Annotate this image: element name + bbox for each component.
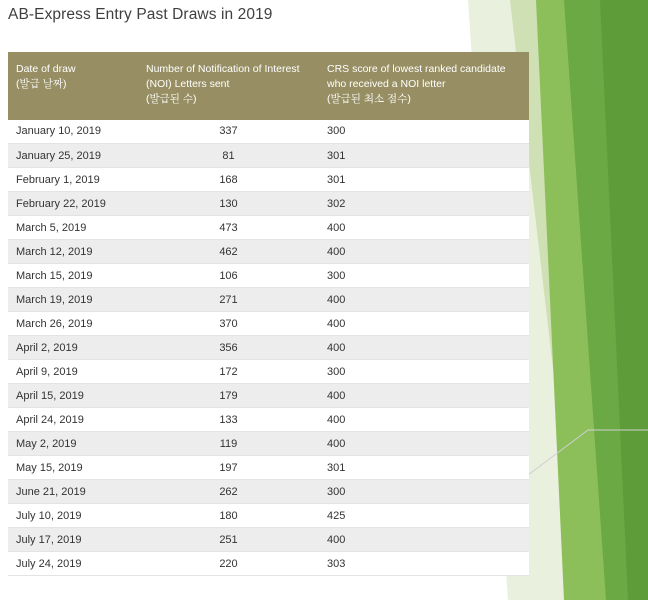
cell-date-of-draw: May 2, 2019	[8, 432, 138, 456]
cell-date-of-draw: March 5, 2019	[8, 216, 138, 240]
cell-date-of-draw: January 10, 2019	[8, 120, 138, 144]
cell-noi-letters-sent: 133	[138, 408, 319, 432]
column-header-crs-score	[319, 52, 529, 120]
cell-date-of-draw: March 15, 2019	[8, 264, 138, 288]
cell-crs-score: 300	[319, 120, 529, 144]
cell-date-of-draw: February 22, 2019	[8, 192, 138, 216]
cell-date-of-draw: March 26, 2019	[8, 312, 138, 336]
cell-date-of-draw: February 1, 2019	[8, 168, 138, 192]
table-row	[8, 408, 529, 432]
cell-noi-letters-sent: 179	[138, 384, 319, 408]
table-row	[8, 120, 529, 144]
cell-date-of-draw: June 21, 2019	[8, 480, 138, 504]
cell-noi-letters-sent: 106	[138, 264, 319, 288]
table-row	[8, 144, 529, 168]
cell-crs-score: 400	[319, 312, 529, 336]
cell-noi-letters-sent: 271	[138, 288, 319, 312]
table-row	[8, 264, 529, 288]
cell-noi-letters-sent: 262	[138, 480, 319, 504]
cell-noi-letters-sent: 473	[138, 216, 319, 240]
cell-date-of-draw: April 9, 2019	[8, 360, 138, 384]
cell-noi-letters-sent: 220	[138, 552, 319, 576]
page-title: AB-Express Entry Past Draws in 2019	[8, 6, 273, 23]
table-row	[8, 288, 529, 312]
cell-crs-score: 302	[319, 192, 529, 216]
cell-date-of-draw: April 15, 2019	[8, 384, 138, 408]
cell-date-of-draw: July 17, 2019	[8, 528, 138, 552]
table-row	[8, 216, 529, 240]
table-row	[8, 384, 529, 408]
table-row	[8, 456, 529, 480]
table-row	[8, 312, 529, 336]
cell-crs-score: 425	[319, 504, 529, 528]
cell-crs-score: 300	[319, 264, 529, 288]
cell-crs-score: 303	[319, 552, 529, 576]
cell-crs-score: 400	[319, 288, 529, 312]
cell-noi-letters-sent: 251	[138, 528, 319, 552]
table-row	[8, 168, 529, 192]
column-header-date-of-draw	[8, 52, 138, 120]
cell-date-of-draw: July 24, 2019	[8, 552, 138, 576]
cell-crs-score: 400	[319, 240, 529, 264]
cell-noi-letters-sent: 370	[138, 312, 319, 336]
table-row	[8, 552, 529, 576]
cell-crs-score: 301	[319, 144, 529, 168]
column-header-noi-letters-sent	[138, 52, 319, 120]
table-row	[8, 192, 529, 216]
column-header-noi-letters-sent-line1: Number of Notification of Interest (NOI) Letters sent	[146, 63, 300, 91]
cell-crs-score: 300	[319, 480, 529, 504]
column-header-crs-score-line2: (발급된 최소 점수)	[327, 93, 411, 106]
cell-noi-letters-sent: 81	[138, 144, 319, 168]
cell-date-of-draw: March 12, 2019	[8, 240, 138, 264]
cell-date-of-draw: January 25, 2019	[8, 144, 138, 168]
column-header-date-of-draw-line1: Date of draw	[16, 63, 76, 75]
table-header-row	[8, 52, 529, 120]
cell-crs-score: 400	[319, 408, 529, 432]
cell-date-of-draw: April 24, 2019	[8, 408, 138, 432]
column-header-date-of-draw-line2: (발급 날짜)	[16, 78, 67, 91]
table-row	[8, 528, 529, 552]
cell-crs-score: 400	[319, 384, 529, 408]
table-row	[8, 480, 529, 504]
cell-date-of-draw: April 2, 2019	[8, 336, 138, 360]
cell-crs-score: 400	[319, 432, 529, 456]
cell-noi-letters-sent: 356	[138, 336, 319, 360]
cell-date-of-draw: May 15, 2019	[8, 456, 138, 480]
cell-noi-letters-sent: 337	[138, 120, 319, 144]
past-draws-table	[8, 52, 529, 576]
cell-crs-score: 301	[319, 456, 529, 480]
table-row	[8, 432, 529, 456]
cell-noi-letters-sent: 119	[138, 432, 319, 456]
cell-noi-letters-sent: 462	[138, 240, 319, 264]
table-row	[8, 504, 529, 528]
table-row	[8, 240, 529, 264]
table-row	[8, 336, 529, 360]
cell-noi-letters-sent: 168	[138, 168, 319, 192]
cell-crs-score: 300	[319, 360, 529, 384]
column-header-noi-letters-sent-line2: (발급된 수)	[146, 93, 197, 106]
cell-crs-score: 400	[319, 336, 529, 360]
cell-noi-letters-sent: 130	[138, 192, 319, 216]
cell-crs-score: 400	[319, 528, 529, 552]
cell-crs-score: 301	[319, 168, 529, 192]
cell-date-of-draw: July 10, 2019	[8, 504, 138, 528]
cell-crs-score: 400	[319, 216, 529, 240]
column-header-crs-score-line1: CRS score of lowest ranked candidate who received a NOI letter	[327, 63, 506, 91]
cell-date-of-draw: March 19, 2019	[8, 288, 138, 312]
cell-noi-letters-sent: 197	[138, 456, 319, 480]
past-draws-table-container	[8, 52, 529, 576]
cell-noi-letters-sent: 172	[138, 360, 319, 384]
table-row	[8, 360, 529, 384]
cell-noi-letters-sent: 180	[138, 504, 319, 528]
